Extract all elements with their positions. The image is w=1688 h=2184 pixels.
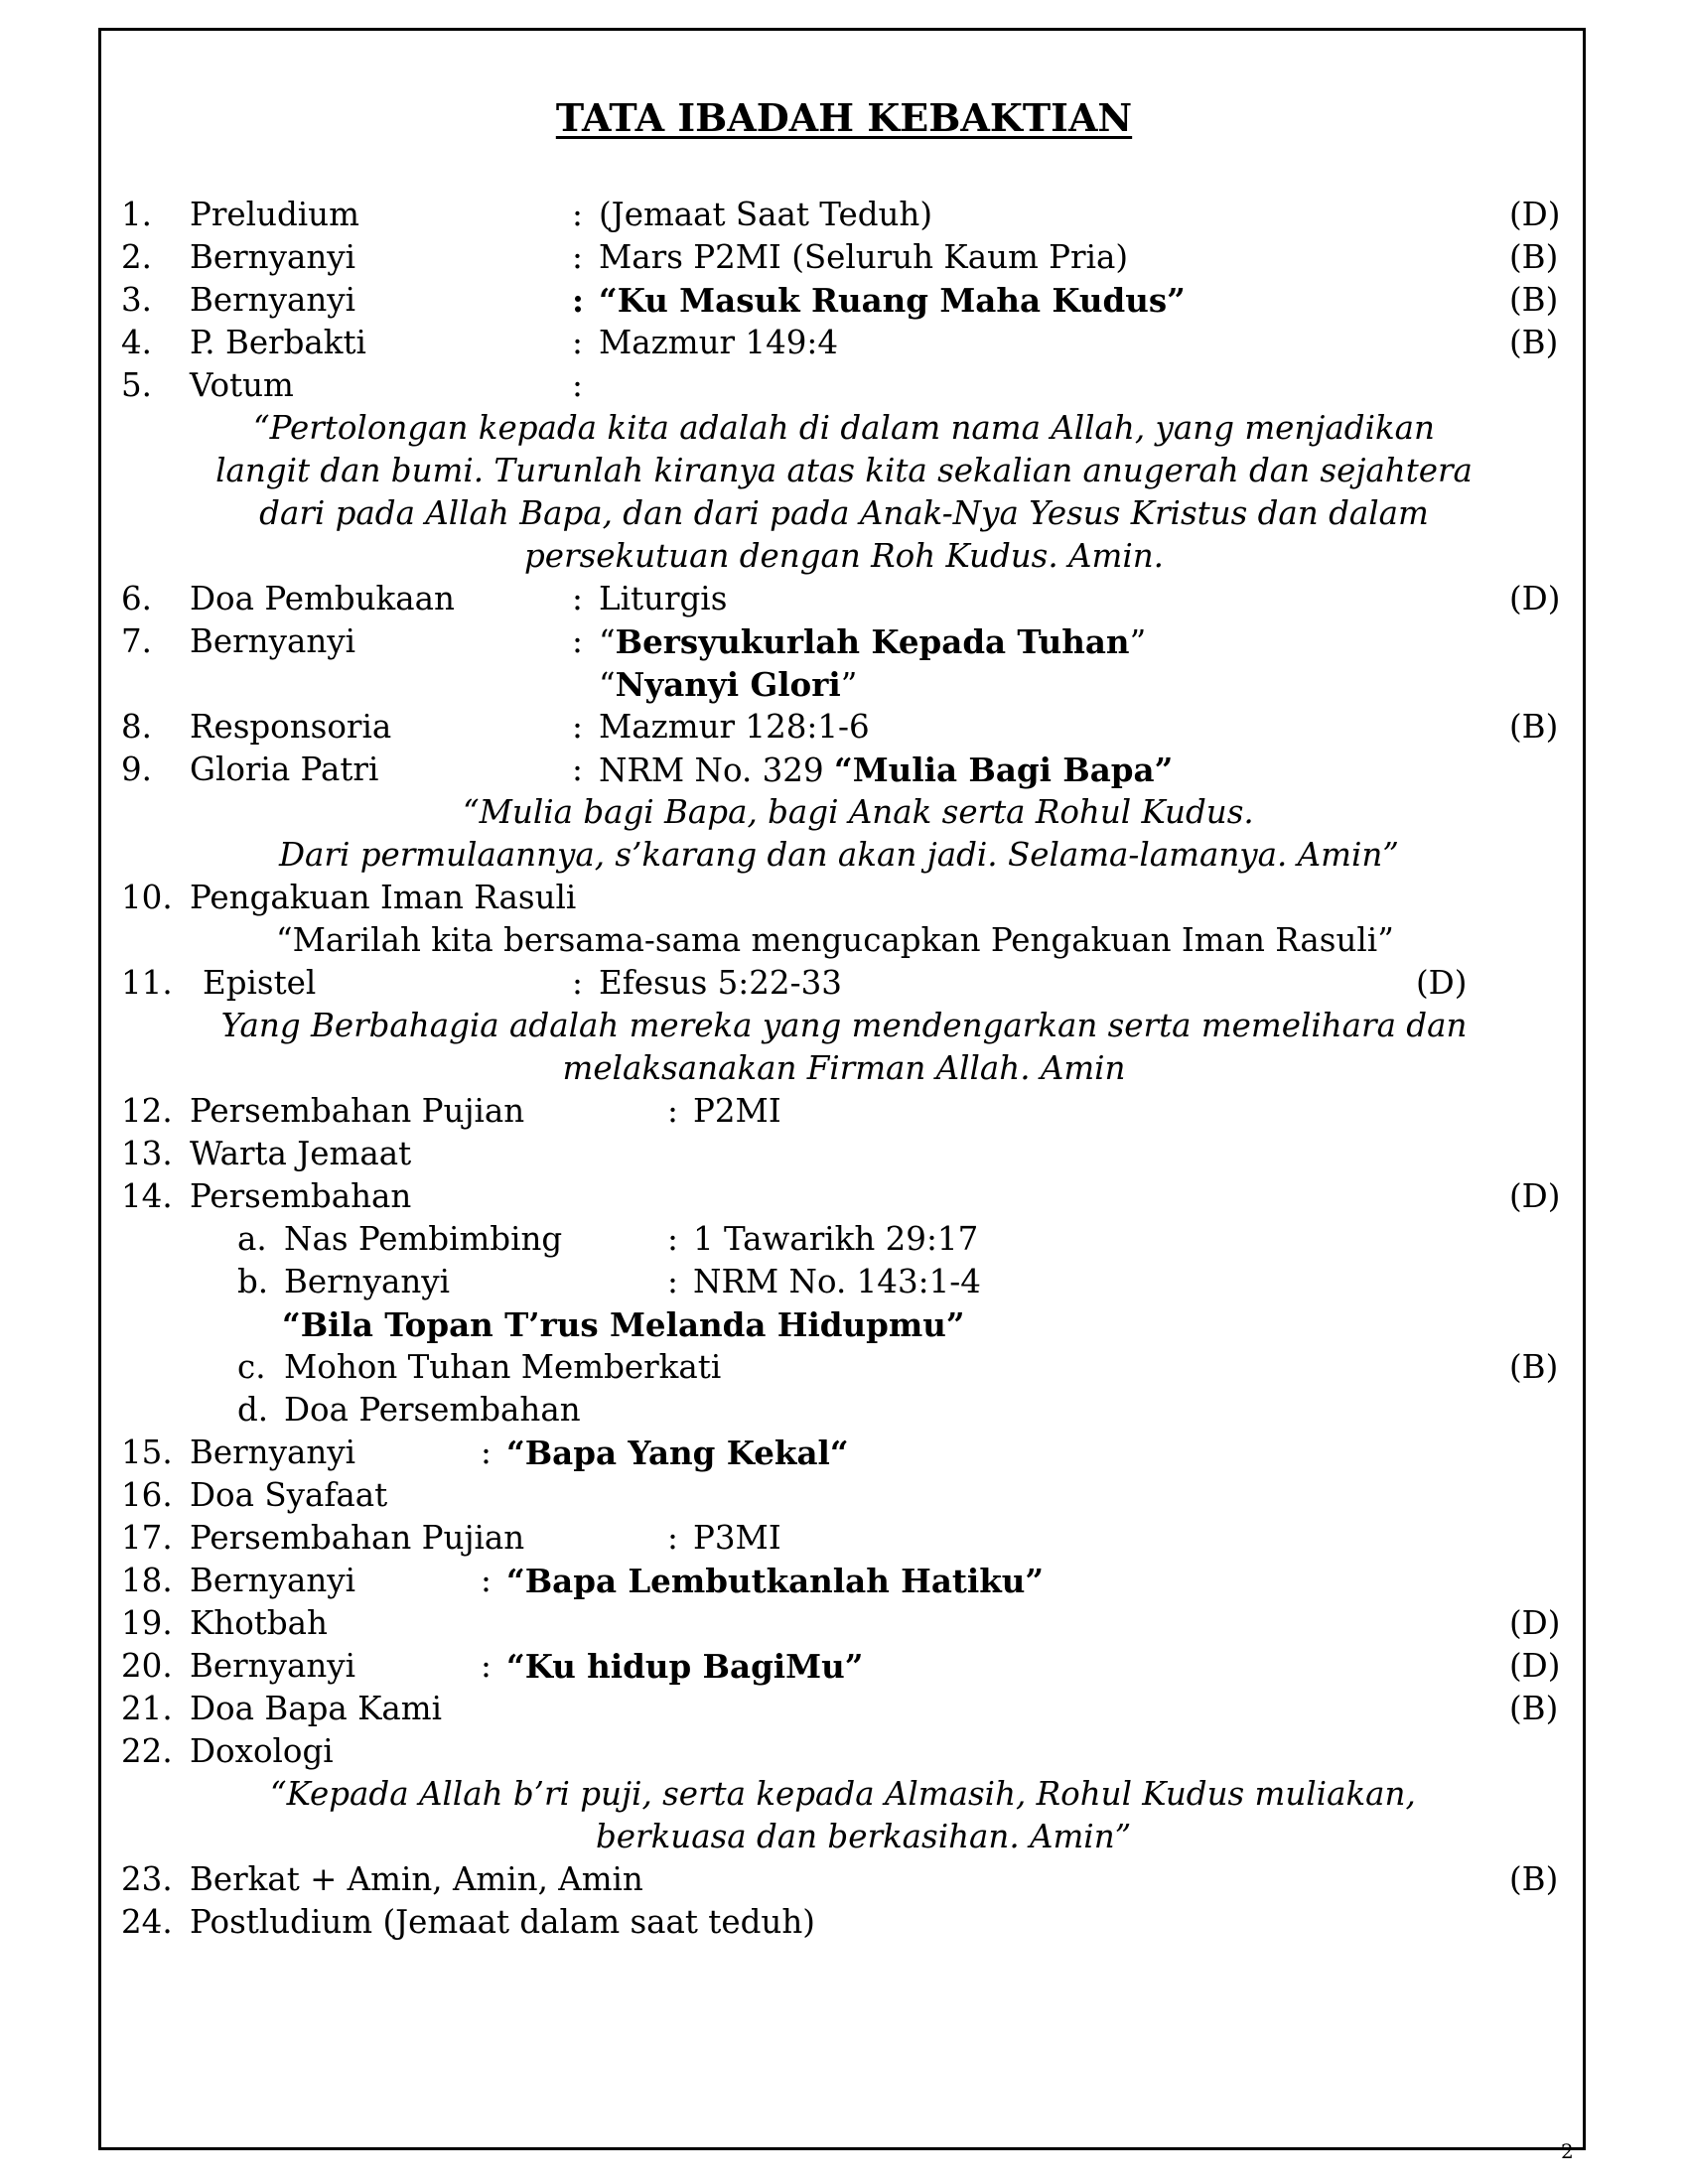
item-colon: :: [667, 1519, 678, 1557]
sub-item-letter: d.: [237, 1391, 269, 1429]
item-value: Mazmur 149:4: [599, 324, 839, 361]
item-label: Doa Pembukaan: [190, 580, 455, 617]
item-label: Pengakuan Iman Rasuli: [190, 879, 577, 916]
item-colon: :: [572, 366, 583, 404]
item-label: Votum: [190, 366, 294, 404]
item-number: 24.: [121, 1903, 173, 1941]
item-label: Doxologi: [190, 1732, 334, 1770]
item-label: Responsoria: [190, 708, 392, 746]
item-number: 16.: [121, 1476, 173, 1514]
item-colon: :: [481, 1433, 492, 1471]
doxologi-text-line: berkuasa dan berkasihan. Amin”: [596, 1818, 1132, 1855]
sub-item-value: NRM No. 143:1-4: [693, 1263, 981, 1300]
item-code: (B): [1509, 1860, 1559, 1898]
list-item: [0, 1432, 1688, 1474]
sub-item-label: Nas Pembimbing: [284, 1220, 563, 1258]
item-label: P. Berbakti: [190, 324, 366, 361]
list-item: [0, 1133, 1688, 1175]
item-code: (D): [1509, 1177, 1561, 1215]
list-item: [0, 364, 1688, 407]
item-label: Warta Jemaat: [190, 1135, 412, 1172]
sub-item-label: Doa Persembahan: [284, 1391, 581, 1429]
votum-text-line: “Pertolongan kepada kita adalah di dalam nama Allah, yang menjadikan: [253, 409, 1435, 447]
item-colon: :: [572, 196, 583, 233]
item-label: Postludium (Jemaat dalam saat teduh): [190, 1903, 815, 1941]
item-number: 22.: [121, 1732, 173, 1770]
item-code: (D): [1509, 196, 1561, 233]
item-label: Berkat + Amin, Amin, Amin: [190, 1860, 643, 1898]
item-value: “Bapa Yang Kekal“: [506, 1433, 849, 1472]
list-item: [0, 749, 1688, 791]
item-number: 3.: [121, 281, 153, 319]
list-item: [0, 1560, 1688, 1602]
item-label: Doa Syafaat: [190, 1476, 388, 1514]
item-number: 23.: [121, 1860, 173, 1898]
item-label: Bernyanyi: [190, 1562, 356, 1599]
item-value: Mars P2MI (Seluruh Kaum Pria): [599, 238, 1129, 276]
sub-item: [0, 1389, 1688, 1432]
list-item: [0, 1517, 1688, 1560]
list-item: [0, 1645, 1688, 1688]
item-code: (B): [1509, 1690, 1559, 1727]
item-colon: :: [572, 622, 583, 660]
item-colon: :: [572, 281, 584, 320]
sub-item-letter: c.: [237, 1348, 266, 1386]
item-label: Gloria Patri: [190, 751, 379, 788]
list-item: [0, 1090, 1688, 1133]
item-label: Bernyanyi: [190, 1647, 356, 1685]
item-code: (D): [1509, 1647, 1561, 1685]
item-code: (D): [1509, 580, 1561, 617]
pengakuan-text: “Marilah kita bersama-sama mengucapkan Pengakuan Iman Rasuli”: [276, 921, 1394, 959]
item-value: “Nyanyi Glori”: [599, 665, 858, 704]
item-number: 10.: [121, 879, 173, 916]
sub-item-letter: b.: [237, 1263, 269, 1300]
sub-item: [0, 1218, 1688, 1261]
item-code: (B): [1509, 708, 1559, 746]
item-colon: :: [572, 708, 583, 746]
item-label: Persembahan Pujian: [190, 1519, 525, 1557]
item-number: 17.: [121, 1519, 173, 1557]
item-label: Khotbah: [190, 1604, 328, 1642]
item-number: 14.: [121, 1177, 173, 1215]
sub-item-letter: a.: [237, 1220, 267, 1258]
list-item: [0, 620, 1688, 663]
sub-item-code: (B): [1509, 1348, 1559, 1386]
list-item: [0, 1730, 1688, 1773]
list-item: [0, 706, 1688, 749]
sub-item-label: Mohon Tuhan Memberkati: [284, 1348, 722, 1386]
item-code: (B): [1509, 281, 1559, 319]
item-code: (D): [1509, 1604, 1561, 1642]
list-item: [0, 1602, 1688, 1645]
list-item-continuation: [0, 663, 1688, 706]
item-number: 20.: [121, 1647, 173, 1685]
item-code: (B): [1509, 324, 1559, 361]
gloria-text-line: “Mulia bagi Bapa, bagi Anak serta Rohul Kudus.: [463, 793, 1254, 831]
item-number: 13.: [121, 1135, 173, 1172]
item-value: Efesus 5:22-33: [599, 964, 842, 1002]
item-value: (Jemaat Saat Teduh): [599, 196, 933, 233]
epistel-text-line: Yang Berbahagia adalah mereka yang mendengarkan serta memelihara dan: [220, 1007, 1468, 1044]
item-number: 18.: [121, 1562, 173, 1599]
item-value: NRM No. 329 “Mulia Bagi Bapa”: [599, 751, 1174, 789]
item-number: 8.: [121, 708, 153, 746]
item-label: Doa Bapa Kami: [190, 1690, 442, 1727]
item-value: “Bersyukurlah Kepada Tuhan”: [599, 622, 1147, 661]
item-value: P3MI: [693, 1519, 781, 1557]
item-label: Persembahan Pujian: [190, 1092, 525, 1130]
item-number: 15.: [121, 1433, 173, 1471]
votum-text-line: persekutuan dengan Roh Kudus. Amin.: [524, 537, 1164, 575]
item-number: 11.: [121, 964, 173, 1002]
item-label: Bernyanyi: [190, 622, 356, 660]
list-item: [0, 962, 1688, 1005]
item-label: Epistel: [203, 964, 317, 1002]
votum-text-line: dari pada Allah Bapa, dan dari pada Anak-Nya Yesus Kristus dan dalam: [259, 494, 1429, 532]
doxologi-text-line: “Kepada Allah b’ri puji, serta kepada Almasih, Rohul Kudus muliakan,: [270, 1775, 1416, 1813]
list-item: [0, 279, 1688, 322]
item-colon: :: [572, 580, 583, 617]
item-number: 19.: [121, 1604, 173, 1642]
list-item: [0, 1858, 1688, 1901]
sub-item: [0, 1346, 1688, 1389]
item-colon: :: [572, 238, 583, 276]
item-code: (B): [1509, 238, 1559, 276]
document-title: TATA IBADAH KEBAKTIAN: [555, 95, 1133, 140]
item-number: 7.: [121, 622, 153, 660]
gloria-text-line: Dari permulaannya, s’karang dan akan jadi. Selama-lamanya. Amin”: [279, 836, 1399, 874]
item-colon: :: [572, 964, 583, 1002]
item-value: P2MI: [693, 1092, 781, 1130]
item-colon: :: [481, 1647, 492, 1685]
item-number: 9.: [121, 751, 153, 788]
item-value: Liturgis: [599, 580, 728, 617]
persembahan-song: “Bila Topan T’rus Melanda Hidupmu”: [282, 1305, 965, 1344]
epistel-text-line: melaksanakan Firman Allah. Amin: [562, 1049, 1126, 1087]
item-label: Bernyanyi: [190, 1433, 356, 1471]
item-colon: :: [572, 751, 583, 788]
item-label: Persembahan: [190, 1177, 412, 1215]
item-number: 6.: [121, 580, 153, 617]
list-item: [0, 322, 1688, 364]
page-number: 2: [1561, 2139, 1574, 2163]
item-number: 5.: [121, 366, 153, 404]
sub-item-colon: :: [667, 1263, 678, 1300]
item-number: 21.: [121, 1690, 173, 1727]
item-value: “Bapa Lembutkanlah Hatiku”: [506, 1562, 1045, 1600]
list-item: [0, 1688, 1688, 1730]
item-number: 1.: [121, 196, 153, 233]
sub-item-label: Bernyanyi: [284, 1263, 451, 1300]
sub-item: [0, 1261, 1688, 1303]
item-colon: :: [481, 1562, 492, 1599]
item-value: Mazmur 128:1-6: [599, 708, 870, 746]
item-number: 12.: [121, 1092, 173, 1130]
list-item: [0, 877, 1688, 919]
item-colon: :: [667, 1092, 678, 1130]
list-item: [0, 1474, 1688, 1517]
item-number: 2.: [121, 238, 153, 276]
item-label: Bernyanyi: [190, 238, 356, 276]
item-value: “Ku hidup BagiMu”: [506, 1647, 864, 1686]
item-label: Preludium: [190, 196, 359, 233]
sub-item-value: 1 Tawarikh 29:17: [693, 1220, 979, 1258]
item-code: (D): [1416, 964, 1468, 1002]
list-item: [0, 236, 1688, 279]
votum-text-line: langit dan bumi. Turunlah kiranya atas kita sekalian anugerah dan sejahtera: [215, 452, 1473, 489]
item-number: 4.: [121, 324, 153, 361]
item-value: “Ku Masuk Ruang Maha Kudus”: [599, 281, 1186, 320]
list-item: [0, 1901, 1688, 1944]
item-label: Bernyanyi: [190, 281, 356, 319]
list-item: [0, 578, 1688, 620]
list-item: [0, 194, 1688, 236]
sub-item-colon: :: [667, 1220, 678, 1258]
list-item: [0, 1175, 1688, 1218]
item-colon: :: [572, 324, 583, 361]
